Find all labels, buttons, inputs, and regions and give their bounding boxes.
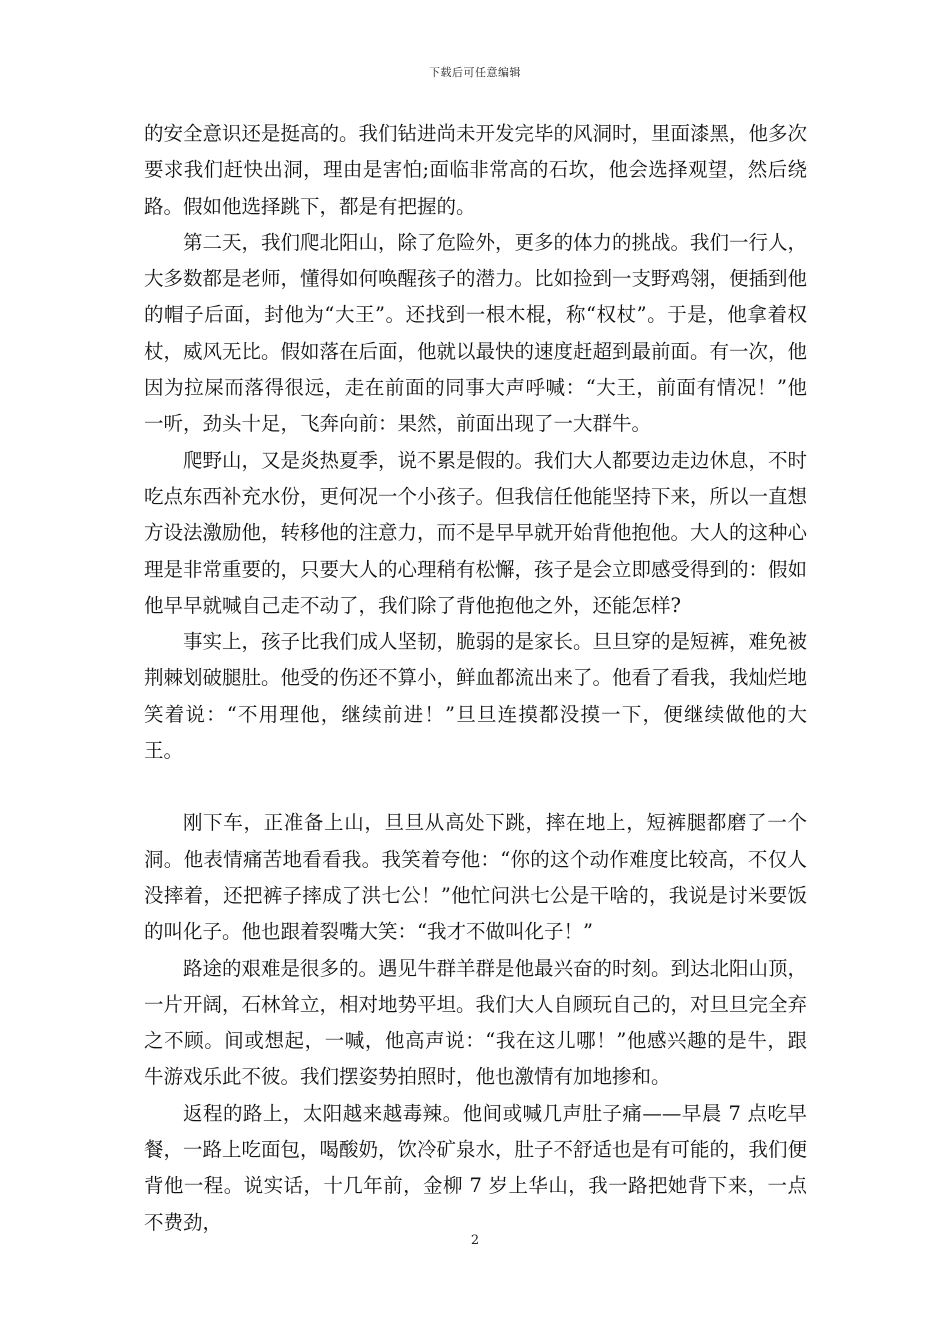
document-body bbox=[144, 116, 807, 1241]
page-number: 2 bbox=[470, 1233, 480, 1248]
paragraph-continued: 的安全意识还是挺高的。我们钻进尚未开发完毕的风洞时，里面漆黑，他多次要求我们赶快出洞，理由是害怕;面临非常高的石坎，他会选择观望，然后绕路。假如他选择跳下，都是有把握的。 bbox=[144, 122, 808, 218]
paragraph: 事实上，孩子比我们成人坚韧，脆弱的是家长。旦旦穿的是短裤，难免被荆棘划破腿肚。他受的伤还不算小，鲜血都流出来了。他看了看我，我灿烂地笑着说：“不用理他，继续前进！”旦旦连摸都没摸一下，便继续做他的大王。 bbox=[144, 630, 808, 763]
paragraph: 刚下车，正准备上山，旦旦从高处下跳，摔在地上，短裤腿都磨了一个洞。他表情痛苦地看看我。我笑着夸他：“你的这个动作难度比较高，不仅人没摔着，还把裤子摔成了洪七公！”他忙问洪七公是干啥的，我说是讨米要饭的叫化子。他也跟着裂嘴大笑：“我才不做叫化子！” bbox=[144, 811, 807, 944]
page-header: 下载后可任意编辑 bbox=[429, 66, 521, 79]
paragraph: 路途的艰难是很多的。遇见牛群羊群是他最兴奋的时刻。到达北阳山顶，一片开阔，石林耸立，相对地势平坦。我们大人自顾玩自己的，对旦旦完全弃之不顾。间或想起，一喊，他高声说：“我在这儿哪！”他感兴趣的是牛，跟牛游戏乐此不彼。我们摆姿势拍照时，他也激情有加地掺和。 bbox=[144, 956, 808, 1089]
paragraph: 返程的路上，太阳越来越毒辣。他间或喊几声肚子痛——早晨 7 点吃早餐，一路上吃面包，喝酸奶，饮冷矿泉水，肚子不舒适也是有可能的，我们便背他一程。说实话，十几年前，金柳 7 岁上华山，我一路把她背下来，一点不费劲， bbox=[144, 1101, 808, 1234]
paragraph: 第二天，我们爬北阳山，除了危险外，更多的体力的挑战。我们一行人，大多数都是老师，懂得如何唤醒孩子的潜力。比如捡到一支野鸡翎，便插到他的帽子后面，封他为“大王”。还找到一根木棍，称“权杖”。于是，他拿着权杖，威风无比。假如落在后面，他就以最快的速度赶超到最前面。有一次，他因为拉屎而落得很远，走在前面的同事大声呼喊：“大王，前面有情况！”他一听，劲头十足，飞奔向前：果然，前面出现了一大群牛。 bbox=[144, 230, 808, 436]
paragraph: 爬野山，又是炎热夏季，说不累是假的。我们大人都要边走边休息，不时吃点东西补充水份，更何况一个小孩子。但我信任他能坚持下来，所以一直想方设法激励他，转移他的注意力，而不是早早就开始背他抱他。大人的这种心理是非常重要的，只要大人的心理稍有松懈，孩子是会立即感受得到的：假如他早早就喊自己走不动了，我们除了背他抱他之外，还能怎样? bbox=[144, 448, 808, 617]
